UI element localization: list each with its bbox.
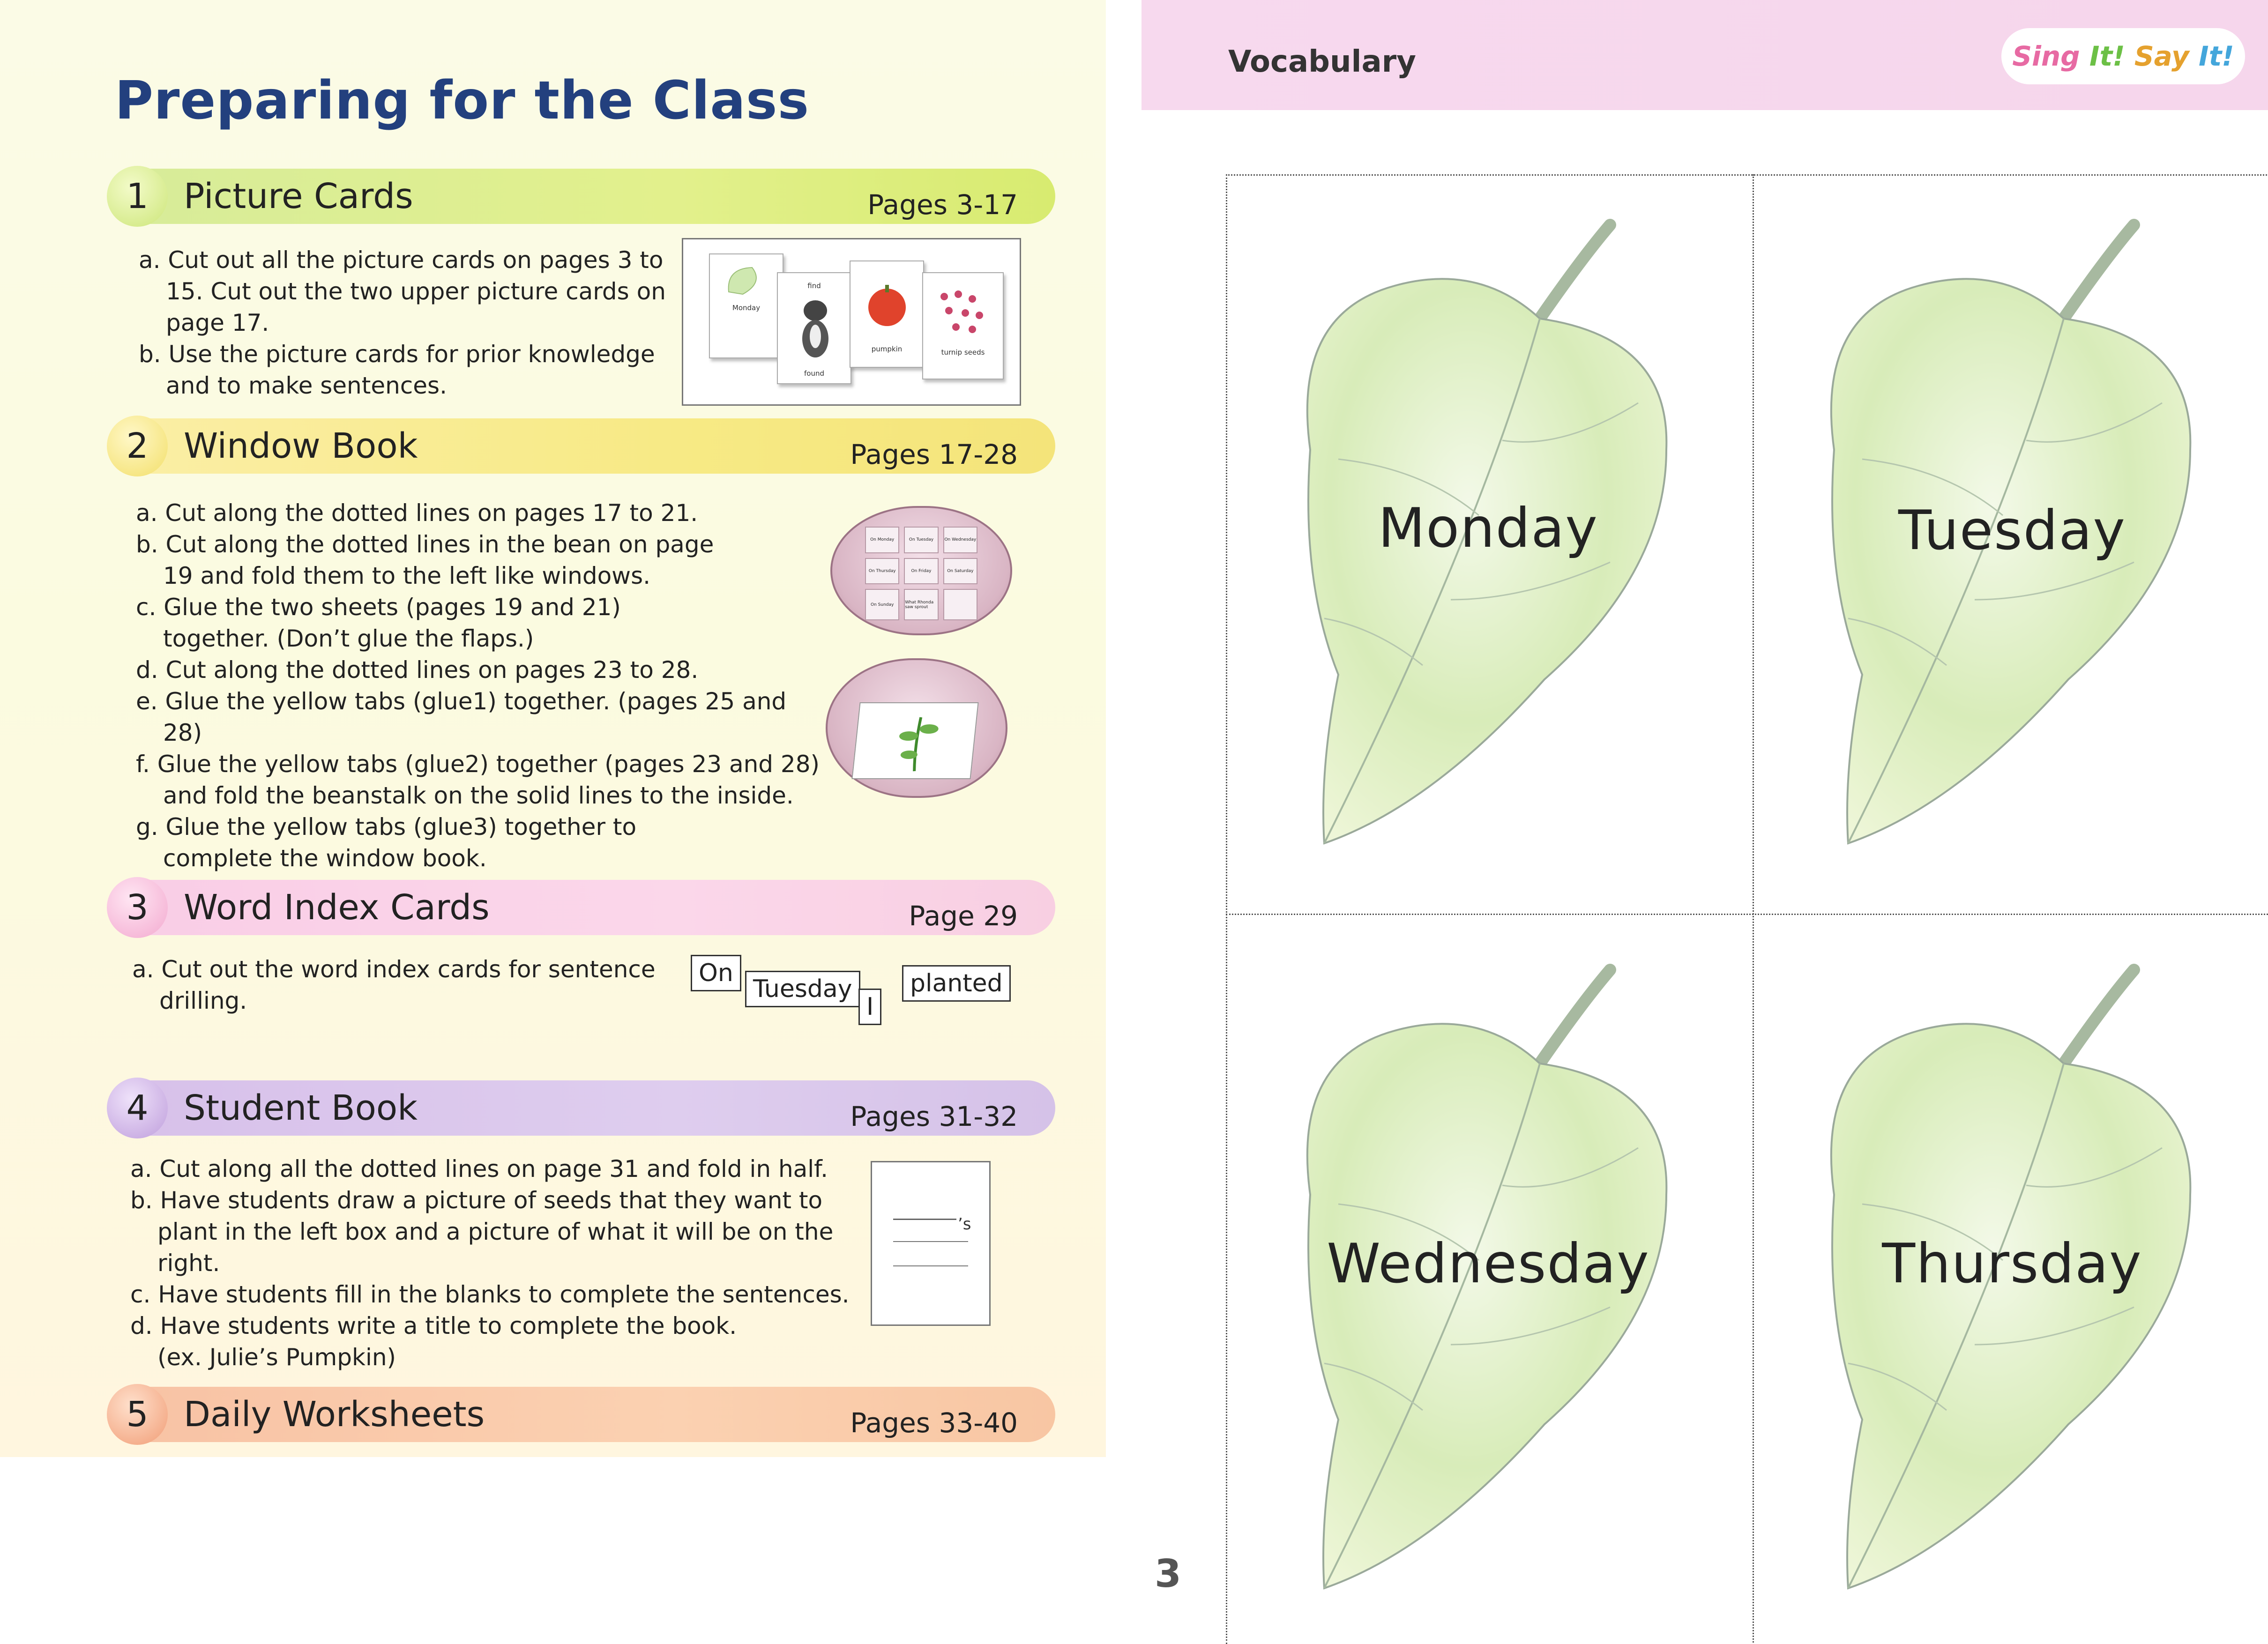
leaf-card — [1282, 206, 1694, 890]
section-3-steps — [132, 954, 657, 1017]
section-number: 3 — [107, 877, 168, 938]
vocabulary-title: Vocabulary — [1228, 45, 1416, 79]
step-item: a. Cut along the dotted lines on pages 17 to 21. — [136, 499, 698, 527]
bean-window-flap: On Sunday — [865, 589, 899, 620]
leaf-card — [1282, 951, 1694, 1635]
page-number: 3 — [1155, 1552, 1182, 1596]
step-item: a. Cut along all the dotted lines on page 31 and fold in half. — [130, 1155, 828, 1183]
step-item: f. Glue the yellow tabs (glue2) together (pages 23 and 28) and fold the beanstalk on the solid lines to the inside. — [136, 751, 820, 809]
bean-window-flap — [943, 589, 977, 620]
step-item: d. Cut along the dotted lines on pages 23 to 28. — [136, 656, 699, 684]
logo-word: It! — [2199, 40, 2234, 72]
cut-line-horizontal — [1226, 914, 2268, 915]
book-suffix: ’s — [958, 1215, 971, 1234]
step-item: a. Cut out all the picture cards on pages 3 to 15. Cut out the two upper picture cards on page 17. — [139, 246, 666, 336]
picture-card — [709, 253, 783, 358]
cut-line-vertical — [1753, 174, 1754, 1643]
beanstalk-card — [851, 702, 978, 779]
blank-line — [893, 1265, 968, 1266]
section-title: Picture Cards — [184, 176, 413, 216]
left-page — [0, 0, 1106, 1457]
section-pages: Pages 17-28 — [850, 439, 1018, 470]
step-item: c. Glue the two sheets (pages 19 and 21) together. (Don’t glue the flaps.) — [136, 594, 621, 652]
bean-window-flap: On Monday — [865, 527, 899, 553]
bean-window-grid — [865, 527, 977, 620]
bean-window-flap: What Rhonda saw sprout — [904, 589, 938, 620]
step-item: d. Have students write a title to complete the book. (ex. Julie’s Pumpkin) — [130, 1312, 737, 1371]
picture-card — [850, 260, 924, 368]
picture-card-label: found — [804, 369, 824, 378]
section-number: 5 — [107, 1384, 168, 1445]
picture-card — [777, 272, 851, 384]
section-pages: Page 29 — [909, 900, 1018, 932]
bean-window-flap: On Saturday — [943, 558, 977, 585]
bean-open-illustration — [826, 658, 1007, 798]
section-5-header — [109, 1387, 1055, 1442]
word-index-card: planted — [902, 965, 1011, 1002]
section-title: Daily Worksheets — [184, 1394, 485, 1435]
section-1-header — [109, 169, 1055, 224]
cat-picture-icon — [794, 294, 836, 360]
section-title: Student Book — [184, 1088, 418, 1128]
word-index-card: I — [858, 989, 881, 1025]
word-index-card: Tuesday — [745, 971, 860, 1007]
picture-card-label: Monday — [732, 304, 761, 312]
picture-card-label: pumpkin — [871, 345, 903, 353]
leaf-word: Monday — [1378, 497, 1598, 560]
pumpkin-picture-icon — [864, 280, 910, 332]
section-2-header — [109, 418, 1055, 474]
vocabulary-header-band — [1141, 0, 2268, 110]
section-pages: Pages 3-17 — [867, 189, 1018, 221]
leaf-word: Wednesday — [1327, 1232, 1650, 1295]
section-4-steps — [130, 1153, 871, 1373]
bean-window-flap: On Thursday — [865, 558, 899, 585]
bean-window-illustration — [830, 506, 1012, 635]
step-item: g. Glue the yellow tabs (glue3) together to complete the window book. — [136, 813, 637, 872]
section-4-header — [109, 1080, 1055, 1136]
section-pages: Pages 31-32 — [850, 1101, 1018, 1132]
picture-card-label: find — [807, 282, 821, 290]
step-item: a. Cut out the word index cards for sentence drilling. — [132, 956, 656, 1014]
section-title: Word Index Cards — [184, 887, 490, 928]
step-item: e. Glue the yellow tabs (glue1) together. (pages 25 and 28) — [136, 688, 787, 746]
leaf-word: Tuesday — [1898, 499, 2126, 562]
beanstalk-icon — [886, 708, 949, 774]
bean-window-flap: On Friday — [904, 558, 938, 585]
section-pages: Pages 33-40 — [850, 1407, 1018, 1439]
picture-card-label: turnip seeds — [941, 348, 985, 357]
blank-line — [893, 1241, 968, 1242]
bean-window-flap: On Tuesday — [904, 527, 938, 553]
word-index-card: On — [691, 955, 741, 991]
bean-window-flap: On Wednesday — [943, 527, 977, 553]
page-title: Preparing for the Class — [115, 70, 810, 131]
section-number: 1 — [107, 166, 168, 227]
leaf-word: Thursday — [1882, 1232, 2142, 1295]
logo-word: Sing — [2012, 40, 2080, 72]
seeds-picture-icon — [935, 287, 991, 339]
logo-word: It! — [2089, 40, 2125, 72]
picture-card — [922, 272, 1004, 379]
leaf-card — [1806, 206, 2218, 890]
section-3-header — [109, 880, 1055, 935]
title-blank-line — [893, 1219, 956, 1220]
step-item: b. Use the picture cards for prior knowledge and to make sentences. — [139, 341, 655, 399]
leaf-picture-icon — [724, 264, 766, 297]
right-page — [1141, 0, 2268, 1643]
step-item: b. Cut along the dotted lines in the bean on page 19 and fold them to the left like windows. — [136, 531, 714, 589]
logo-word: Say — [2134, 40, 2189, 72]
section-2-steps — [136, 498, 820, 874]
step-item: b. Have students draw a picture of seeds that they want to plant in the left box and a picture of what it will be on the right. — [130, 1187, 834, 1277]
picture-cards-illustration — [682, 238, 1021, 406]
section-title: Window Book — [184, 426, 418, 466]
section-number: 4 — [107, 1078, 168, 1138]
student-book-illustration — [871, 1161, 991, 1326]
leaf-card — [1806, 951, 2218, 1635]
section-1-steps — [139, 245, 692, 402]
section-number: 2 — [107, 416, 168, 476]
step-item: c. Have students fill in the blanks to complete the sentences. — [130, 1281, 850, 1308]
sing-it-say-it-logo — [2001, 28, 2245, 84]
